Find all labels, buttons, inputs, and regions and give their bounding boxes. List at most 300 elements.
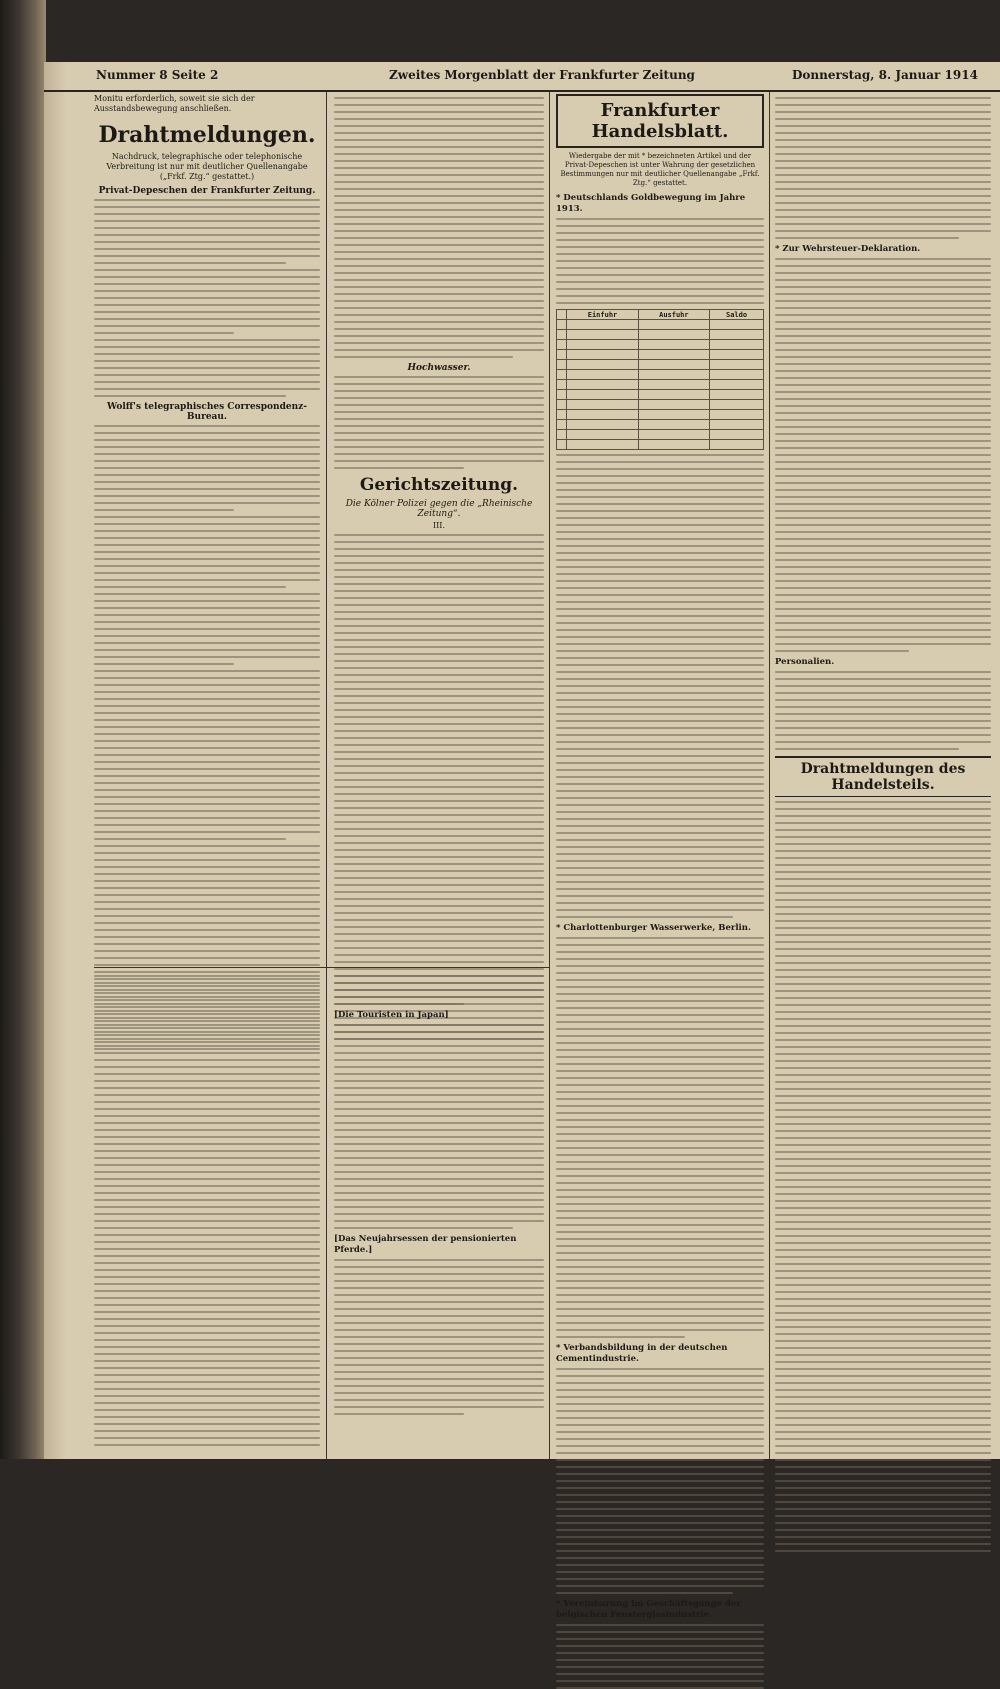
text-line: [334, 933, 544, 935]
article-heading: * Deutschlands Goldbewegung im Jahre 1913.: [556, 193, 746, 214]
text-line: [334, 1287, 544, 1289]
text-line: [334, 597, 544, 599]
text-line: [94, 388, 320, 390]
text-line: [94, 1178, 320, 1180]
text-line: [334, 1392, 544, 1394]
text-line: [775, 391, 991, 393]
text-line: [775, 580, 991, 582]
text-line: [556, 804, 764, 806]
text-line: [334, 807, 544, 809]
text-line: [94, 206, 320, 208]
text-line: [775, 195, 991, 197]
text-line: [334, 188, 544, 190]
text-line: [94, 989, 320, 991]
text-line: [775, 1144, 991, 1146]
text-line: [556, 1049, 764, 1051]
text-line: [334, 1066, 544, 1068]
text-line: [94, 544, 320, 546]
text-line: [94, 381, 320, 383]
text-line: [775, 363, 991, 365]
text-line: [94, 1122, 320, 1124]
text-line: [334, 286, 544, 288]
text-line: [334, 632, 544, 634]
text-line: [334, 751, 544, 753]
text-line: [775, 510, 991, 512]
text-line: [556, 1028, 764, 1030]
text-line: [556, 916, 733, 918]
text-line: [94, 607, 320, 609]
text-line: [775, 1417, 991, 1419]
text-line: [775, 1053, 991, 1055]
text-line: [334, 195, 544, 197]
text-line: [94, 929, 320, 931]
text-line: [94, 1332, 320, 1334]
text-line: [775, 447, 991, 449]
text-line: [334, 660, 544, 662]
text-line: [775, 1382, 991, 1384]
article-heading: * Vereinbarung im Geschäftsgange der belgischen Fensterglasindustrie.: [556, 1599, 741, 1620]
text-line: [334, 139, 544, 141]
text-line: [556, 482, 764, 484]
text-line: [334, 1101, 544, 1103]
text-line: [775, 307, 991, 309]
text-line: [775, 1151, 991, 1153]
text-line: [94, 663, 234, 665]
text-line: [556, 846, 764, 848]
text-line: [334, 1378, 544, 1380]
text-line: [334, 1129, 544, 1131]
text-line: [94, 782, 320, 784]
text-line: [775, 976, 991, 978]
text-line: [556, 1252, 764, 1254]
text-line: [94, 1080, 320, 1082]
text-line: [94, 1192, 320, 1194]
hochwasser-heading: Hochwasser.: [407, 363, 471, 373]
text-line: [556, 1098, 764, 1100]
text-line: [556, 1659, 764, 1661]
text-line: [334, 954, 544, 956]
text-line: [556, 769, 764, 771]
text-line: [334, 1122, 544, 1124]
body-text-block: [334, 975, 544, 1005]
text-line: [556, 468, 764, 470]
text-line: [94, 1108, 320, 1110]
text-line: [556, 1638, 764, 1640]
text-line: [556, 643, 764, 645]
text-line: [775, 1529, 991, 1531]
text-line: [94, 1031, 320, 1033]
text-line: [94, 894, 320, 896]
text-line: [556, 832, 764, 834]
text-line: [94, 474, 320, 476]
text-line: [94, 220, 320, 222]
text-line: [556, 1424, 764, 1426]
text-line: [94, 1143, 320, 1145]
text-line: [334, 118, 544, 120]
text-line: [556, 1294, 764, 1296]
text-line: [94, 1101, 320, 1103]
body-text-block: [775, 97, 991, 239]
text-line: [556, 1515, 764, 1517]
text-line: [334, 272, 544, 274]
text-line: [334, 432, 544, 434]
text-line: [94, 297, 320, 299]
text-line: [556, 734, 764, 736]
text-line: [775, 1536, 991, 1538]
text-line: [775, 983, 991, 985]
text-line: [94, 1199, 320, 1201]
text-line: [94, 852, 320, 854]
text-line: [556, 517, 764, 519]
text-line: [334, 425, 544, 427]
text-line: [94, 1157, 320, 1159]
text-line: [334, 968, 544, 970]
text-line: [94, 1325, 320, 1327]
text-line: [775, 1438, 991, 1440]
text-line: [94, 866, 320, 868]
text-line: [775, 237, 959, 239]
text-line: [334, 681, 544, 683]
text-line: [334, 1308, 544, 1310]
text-line: [775, 174, 991, 176]
text-line: [334, 989, 544, 991]
text-line: [334, 856, 544, 858]
text-line: [334, 1080, 544, 1082]
text-line: [94, 908, 320, 910]
text-line: [556, 1631, 764, 1633]
text-line: [334, 723, 544, 725]
text-line: [556, 503, 764, 505]
text-line: [334, 1192, 544, 1194]
text-line: [556, 260, 764, 262]
text-line: [775, 608, 991, 610]
text-line: [334, 786, 544, 788]
text-line: [334, 1413, 464, 1415]
text-line: [334, 555, 544, 557]
text-line: [334, 349, 544, 351]
text-line: [556, 993, 764, 995]
text-line: [94, 234, 320, 236]
text-line: [775, 878, 991, 880]
text-line: [775, 906, 991, 908]
text-line: [556, 1000, 764, 1002]
text-line: [556, 748, 764, 750]
text-line: [334, 870, 544, 872]
text-line: [556, 944, 764, 946]
text-line: [556, 1680, 764, 1682]
text-line: [775, 1039, 991, 1041]
text-line: [94, 796, 320, 798]
text-line: [334, 1406, 544, 1408]
text-line: [334, 1136, 544, 1138]
text-line: [334, 174, 544, 176]
text-line: [334, 104, 544, 106]
text-line: [775, 118, 991, 120]
text-line: [775, 503, 991, 505]
text-line: [556, 1091, 764, 1093]
text-line: [775, 475, 991, 477]
text-line: [775, 850, 991, 852]
text-line: [775, 153, 991, 155]
intro-text: Monitu erforderlich, soweit sie sich der Ausstandsbewegung anschließen.: [94, 94, 255, 113]
text-line: [94, 1171, 320, 1173]
text-line: [775, 1487, 991, 1489]
text-line: [556, 629, 764, 631]
text-line: [334, 1364, 544, 1366]
text-line: [94, 360, 320, 362]
text-line: [556, 510, 764, 512]
text-line: [775, 1508, 991, 1510]
text-line: [556, 1322, 764, 1324]
text-line: [556, 1007, 764, 1009]
text-line: [775, 216, 991, 218]
text-line: [775, 836, 991, 838]
text-line: [334, 912, 544, 914]
text-line: [556, 1217, 764, 1219]
text-line: [334, 961, 544, 963]
text-line: [775, 223, 991, 225]
text-line: [775, 1431, 991, 1433]
text-line: [334, 1185, 544, 1187]
text-line: [94, 1381, 320, 1383]
text-line: [94, 817, 320, 819]
text-line: [775, 1032, 991, 1034]
text-line: [94, 936, 320, 938]
text-line: [94, 915, 320, 917]
text-line: [334, 548, 544, 550]
section-subtitle: Nachdruck, telegraphische oder telephonische Verbreitung ist nur mit deutlicher Quellenangabe („Frkf. Ztg.“ gestattet.): [106, 152, 308, 181]
text-line: [556, 552, 764, 554]
text-line: [556, 538, 764, 540]
text-line: [334, 111, 544, 113]
text-line: [556, 762, 764, 764]
text-line: [334, 404, 544, 406]
text-line: [94, 982, 320, 984]
text-line: [775, 1340, 991, 1342]
text-line: [334, 1315, 544, 1317]
text-line: [775, 948, 991, 950]
text-line: [775, 482, 991, 484]
text-line: [775, 405, 991, 407]
text-line: [556, 790, 764, 792]
body-text-block: [556, 218, 764, 304]
text-line: [775, 1116, 991, 1118]
text-line: [556, 239, 764, 241]
page-header: [44, 62, 1000, 92]
body-text-block: [94, 975, 320, 1446]
text-line: [556, 1021, 764, 1023]
text-line: [775, 1466, 991, 1468]
text-line: [775, 517, 991, 519]
text-line: [334, 1329, 544, 1331]
text-line: [556, 1189, 764, 1191]
text-line: [334, 744, 544, 746]
text-line: [334, 390, 544, 392]
body-text-block: [334, 97, 544, 358]
text-line: [556, 902, 764, 904]
text-line: [556, 1529, 764, 1531]
text-line: [556, 1494, 764, 1496]
text-line: [775, 1277, 991, 1279]
text-line: [556, 825, 764, 827]
text-line: [334, 1294, 544, 1296]
text-line: [94, 922, 320, 924]
table-header-cell: [557, 310, 567, 320]
text-line: [775, 801, 991, 803]
text-line: [775, 692, 991, 694]
text-line: [556, 281, 764, 283]
text-line: [556, 1417, 764, 1419]
text-line: [94, 332, 234, 334]
handelsblatt-masthead: [556, 94, 764, 148]
text-line: [556, 1438, 764, 1440]
text-line: [775, 1319, 991, 1321]
text-line: [94, 1283, 320, 1285]
text-line: [334, 335, 544, 337]
text-line: [556, 1508, 764, 1510]
text-line: [556, 295, 764, 297]
text-line: [334, 230, 544, 232]
text-line: [334, 1171, 544, 1173]
text-line: [556, 1645, 764, 1647]
text-line: [556, 1543, 764, 1545]
text-line: [334, 1336, 544, 1338]
text-line: [775, 97, 991, 99]
text-line: [775, 496, 991, 498]
text-line: [556, 1070, 764, 1072]
column-gerichtszeitung: [334, 94, 544, 962]
text-line: [94, 248, 320, 250]
text-line: [775, 1522, 991, 1524]
text-line: [334, 716, 544, 718]
text-line: [334, 167, 544, 169]
text-line: [334, 590, 544, 592]
text-line: [94, 1129, 320, 1131]
text-line: [94, 1402, 320, 1404]
text-line: [334, 181, 544, 183]
text-line: [334, 244, 544, 246]
text-line: [334, 383, 544, 385]
text-line: [334, 541, 544, 543]
book-spine: [0, 0, 46, 1459]
text-line: [775, 1130, 991, 1132]
text-line: [94, 1248, 320, 1250]
text-line: [94, 712, 320, 714]
text-line: [775, 566, 991, 568]
body-text-block: [334, 534, 544, 1040]
text-line: [556, 1231, 764, 1233]
text-line: [556, 741, 764, 743]
text-line: [334, 453, 544, 455]
text-line: [334, 982, 544, 984]
text-line: [94, 1164, 320, 1166]
text-line: [94, 1311, 320, 1313]
text-line: [556, 1396, 764, 1398]
text-line: [94, 943, 320, 945]
text-line: [334, 1073, 544, 1075]
text-line: [334, 737, 544, 739]
gold-movement-table: [556, 309, 764, 450]
text-line: [556, 594, 764, 596]
text-line: [775, 1452, 991, 1454]
text-line: [334, 842, 544, 844]
text-line: [775, 1200, 991, 1202]
text-line: [94, 740, 320, 742]
text-line: [775, 1445, 991, 1447]
text-line: [94, 1255, 320, 1257]
text-line: [94, 803, 320, 805]
text-line: [94, 325, 320, 327]
text-line: [775, 927, 991, 929]
text-line: [556, 636, 764, 638]
text-line: [334, 125, 544, 127]
text-line: [94, 290, 320, 292]
text-line: [334, 328, 544, 330]
text-line: [334, 307, 544, 309]
text-line: [94, 1430, 320, 1432]
text-line: [775, 1011, 991, 1013]
text-line: [556, 1466, 764, 1468]
text-line: [556, 1592, 733, 1594]
text-line: [775, 1123, 991, 1125]
text-line: [94, 859, 320, 861]
text-line: [556, 671, 764, 673]
text-line: [334, 153, 544, 155]
text-line: [775, 181, 991, 183]
text-line: [94, 460, 320, 462]
text-line: [556, 937, 764, 939]
text-line: [556, 755, 764, 757]
text-line: [334, 321, 544, 323]
text-line: [775, 104, 991, 106]
text-line: [556, 958, 764, 960]
text-line: [556, 713, 764, 715]
text-line: [94, 1094, 320, 1096]
text-line: [556, 1536, 764, 1538]
text-line: [775, 272, 991, 274]
text-line: [775, 1347, 991, 1349]
text-line: [334, 667, 544, 669]
text-line: [775, 685, 991, 687]
text-line: [334, 411, 544, 413]
text-line: [94, 1220, 320, 1222]
text-line: [775, 384, 991, 386]
article-heading: * Verbandsbildung in der deutschen Cementindustrie.: [556, 1343, 728, 1364]
text-line: [556, 461, 764, 463]
text-line: [556, 601, 764, 603]
text-line: [775, 1214, 991, 1216]
text-line: [775, 1494, 991, 1496]
text-line: [775, 230, 991, 232]
text-line: [556, 1564, 764, 1566]
text-line: [775, 941, 991, 943]
text-line: [334, 1059, 544, 1061]
text-line: [556, 1652, 764, 1654]
text-line: [775, 871, 991, 873]
text-line: [334, 1371, 544, 1373]
text-line: [334, 709, 544, 711]
text-line: [775, 1312, 991, 1314]
text-line: [775, 1389, 991, 1391]
text-line: [334, 625, 544, 627]
text-line: [775, 706, 991, 708]
text-line: [775, 699, 991, 701]
text-line: [94, 488, 320, 490]
text-line: [94, 1269, 320, 1271]
text-line: [775, 720, 991, 722]
text-line: [556, 267, 764, 269]
text-line: [775, 398, 991, 400]
